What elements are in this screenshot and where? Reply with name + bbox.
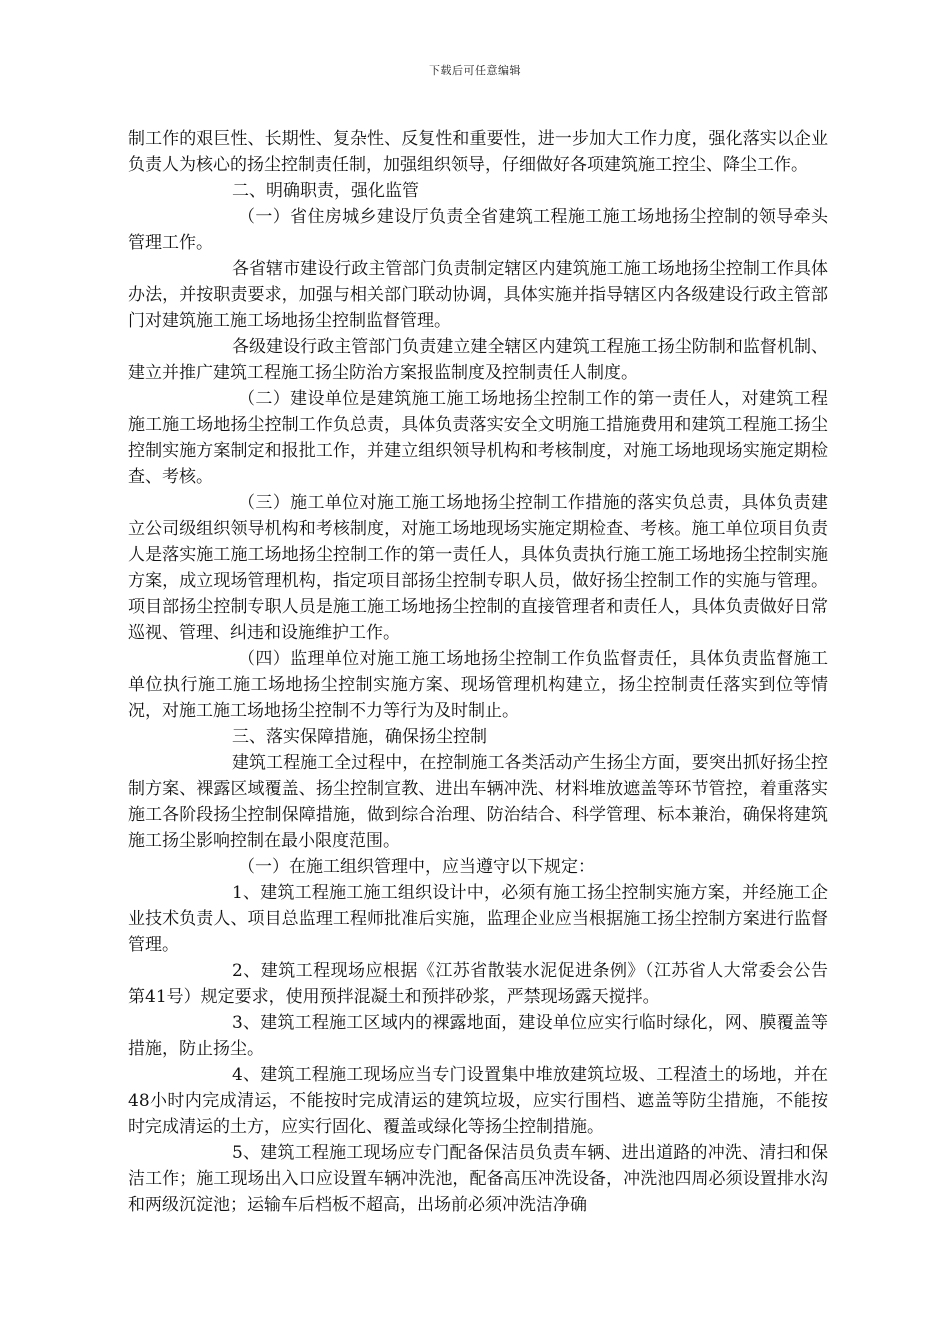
list-item-5: 5、建筑工程施工现场应专门配备保洁员负责车辆、进出道路的冲洗、清扫和保洁工作；施工现场出入口应设置车辆冲洗池，配备高压冲洗设备，冲洗池四周必须设置排水沟和两级沉淀池；运输车后档板不超高，出场前必须冲洗洁净确 <box>128 1143 828 1215</box>
paragraph-duty-2: （二）建设单位是建筑施工施工场地扬尘控制工作的第一责任人，对建筑工程施工施工场地扬尘控制工作负总责，具体负责落实安全文明施工措施费用和建筑工程施工扬尘控制实施方案制定和报批工作，并建立组织领导机构和考核制度，对施工场地现场实施定期检查、考核。 <box>128 389 828 487</box>
page-header-note: 下载后可任意编辑 <box>429 64 521 77</box>
paragraph-city-duty: 各省辖市建设行政主管部门负责制定辖区内建筑施工施工场地扬尘控制工作具体办法，并按职责要求，加强与相关部门联动协调，具体实施并指导辖区内各级建设行政主管部门对建筑施工施工场地扬尘控制监督管理。 <box>128 259 828 331</box>
section-heading-2: 二、明确职责，强化监管 <box>232 181 419 201</box>
paragraph-whole-process: 建筑工程施工全过程中，在控制施工各类活动产生扬尘方面，要突出抓好扬尘控制方案、裸露区域覆盖、扬尘控制宣教、进出车辆冲洗、材料堆放遮盖等环节管控，着重落实施工各阶段扬尘控制保障措施，做到综合治理、防治结合、科学管理、标本兼治，确保将建筑施工扬尘影响控制在最小限度范围。 <box>128 753 828 851</box>
paragraph-duty-3: （三）施工单位对施工施工场地扬尘控制工作措施的落实负总责，具体负责建立公司级组织领导机构和考核制度，对施工场地现场实施定期检查、考核。施工单位项目负责人是落实施工施工场地扬尘控制工作的第一责任人，具体负责执行施工施工场地扬尘控制实施方案，成立现场管理机构，指定项目部扬尘控制专职人员，做好扬尘控制工作的实施与管理。项目部扬尘控制专职人员是施工施工场地扬尘控制的直接管理者和责任人，具体负责做好日常巡视、管理、纠违和设施维护工作。 <box>128 493 828 643</box>
paragraph-org-rules: （一）在施工组织管理中，应当遵守以下规定： <box>238 857 595 877</box>
list-item-1: 1、建筑工程施工施工组织设计中，必须有施工扬尘控制实施方案，并经施工企业技术负责人、项目总监理工程师批准后实施，监理企业应当根据施工扬尘控制方案进行监督管理。 <box>128 883 828 955</box>
section-heading-3: 三、落实保障措施，确保扬尘控制 <box>232 727 487 747</box>
list-item-4: 4、建筑工程施工现场应当专门设置集中堆放建筑垃圾、工程渣土的场地，并在48小时内完成清运，不能按时完成清运的建筑垃圾，应实行围档、遮盖等防尘措施，不能按时完成清运的土方，应实行固化、覆盖或绿化等扬尘控制措施。 <box>128 1065 828 1137</box>
list-item-3: 3、建筑工程施工区域内的裸露地面，建设单位应实行临时绿化，网、膜覆盖等措施，防止扬尘。 <box>128 1013 828 1059</box>
paragraph-mechanism: 各级建设行政主管部门负责建立建全辖区内建筑工程施工扬尘防制和监督机制、建立并推广建筑工程施工扬尘防治方案报监制度及控制责任人制度。 <box>128 337 828 383</box>
paragraph-duty-1: （一）省住房城乡建设厅负责全省建筑工程施工施工场地扬尘控制的领导牵头管理工作。 <box>128 207 828 253</box>
list-item-2: 2、建筑工程现场应根据《江苏省散装水泥促进条例》（江苏省人大常委会公告第41号）规定要求，使用预拌混凝土和预拌砂浆，严禁现场露天搅拌。 <box>128 961 828 1007</box>
document-body <box>128 126 828 1218</box>
paragraph-intro: 制工作的艰巨性、长期性、复杂性、反复性和重要性，进一步加大工作力度，强化落实以企业负责人为核心的扬尘控制责任制，加强组织领导，仔细做好各项建筑施工控尘、降尘工作。 <box>128 129 828 175</box>
paragraph-duty-4: （四）监理单位对施工施工场地扬尘控制工作负监督责任，具体负责监督施工单位执行施工施工场地扬尘控制实施方案、现场管理机构建立，扬尘控制责任落实到位等情况，对施工施工场地扬尘控制不力等行为及时制止。 <box>128 649 828 721</box>
